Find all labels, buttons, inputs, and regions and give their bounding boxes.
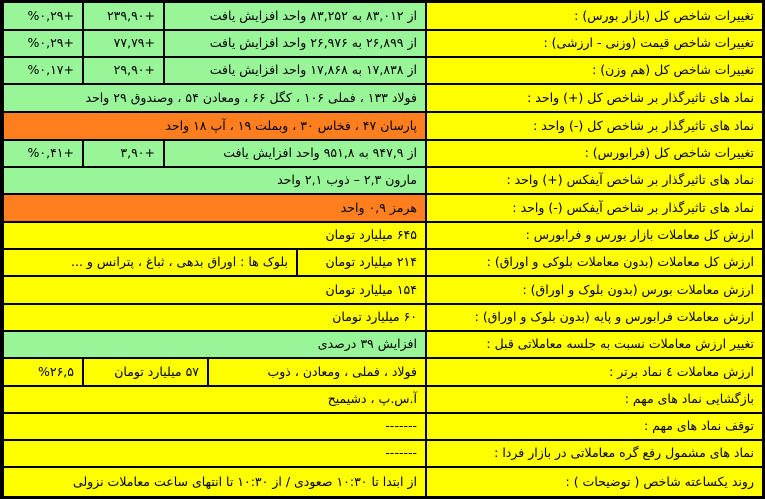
value-cell: +۳,۹۰ [83, 140, 164, 167]
value-cell: از ۸۳,۰۱۲ به ۸۳,۲۵۲ واحد افزایش یافت [164, 2, 426, 30]
row-label: تغییرات شاخص کل (فرابورس) : [426, 140, 763, 167]
row-label: ارزش کل معاملات (بدون معاملات بلوکی و اوراق) : [426, 249, 763, 276]
value-cell: +۷۷,۷۹ [83, 30, 164, 57]
value-cell: +۲۳۹,۹۰ [83, 2, 164, 30]
value-cell: فولاد ۱۳۳ ، فملی ۱۰۶ ، کگل ۶۶ ، ومعادن ۵۴ ، وصندوق ۲۹ واحد [3, 84, 426, 112]
row-label: نماد های تاثیرگذار بر شاخص آیفکس (-) واحد : [426, 194, 763, 222]
value-cell: از ابتدا تا ۱۰:۳۰ صعودی / از ۱۰:۳۰ تا انتهای ساعت معاملات نزولی [3, 467, 426, 497]
value-cell: ۱۵۴ میلیارد تومان [3, 276, 426, 304]
value-cell: +%۰,۲۹ [3, 30, 83, 57]
value-cell: هرمز ۰,۹ واحد [3, 194, 426, 222]
value-cell: +%۰,۴۱ [3, 140, 83, 167]
row-label: تغییر ارزش معاملات نسبت به جلسه معاملاتی قبل : [426, 331, 763, 358]
row-label: نماد های تاثیرگذار بر شاخص کل (-) واحد : [426, 112, 763, 140]
value-cell: +%۰,۲۹ [3, 2, 83, 30]
row-label: نماد های مشمول رفع گره معاملاتی در بازار فردا : [426, 440, 763, 467]
value-cell: از ۲۶,۸۹۹ به ۲۶,۹۷۶ واحد افزایش یافت [164, 30, 426, 57]
row-label: نماد های تاثیرگذار بر شاخص آیفکس (+) واحد : [426, 167, 763, 194]
value-cell: آ.س.پ ، دشیمیح [3, 386, 426, 413]
value-cell: بلوک ها : اوراق بدهی ، ثباغ ، پترانس و ... [3, 249, 297, 276]
value-cell: +%۰,۱۷ [3, 57, 83, 84]
value-cell: از ۱۷,۸۳۸ به ۱۷,۸۶۸ واحد افزایش یافت [164, 57, 426, 84]
value-cell: ۲۱۴ میلیارد تومان [297, 249, 426, 276]
value-cell: ۶۰ میلیارد تومان [3, 304, 426, 331]
row-label: تغییرات شاخص قیمت (وزنی - ارزشی) : [426, 30, 763, 57]
value-cell: پارسان ۴۷ ، فخاس ۳۰ ، وبملت ۱۹ ، آپ ۱۸ واحد [3, 112, 426, 140]
value-cell: ۶۴۵ میلیارد تومان [3, 222, 426, 249]
value-cell: %۲۶,۵ [3, 358, 83, 386]
row-label: توقف نماد های مهم : [426, 413, 763, 440]
row-label: ارزش معاملات فرابورس و پایه (بدون بلوک و اوراق) : [426, 304, 763, 331]
row-label: نماد های تاثیرگذار بر شاخص کل (+) واحد : [426, 84, 763, 112]
value-cell: از ۹۴۷,۹ به ۹۵۱,۸ واحد افزایش یافت [164, 140, 426, 167]
value-cell: فولاد ، فملی ، ومعادن ، ذوب [208, 358, 426, 386]
row-label: تغییرات شاخص کل (هم وزن) : [426, 57, 763, 84]
value-cell: ------- [3, 440, 426, 467]
row-label: تغییرات شاخص کل (بازار بورس) : [426, 2, 763, 30]
row-label: روند یکساعته شاخص ( توضیحات ) : [426, 467, 763, 497]
value-cell: مارون ۲,۳ – ذوب ۲,۱ واحد [3, 167, 426, 194]
value-cell: افزایش ۳۹ درصدی [3, 331, 426, 358]
row-label: ارزش کل معاملات بازار بورس و فرابورس : [426, 222, 763, 249]
value-cell: ۵۷ میلیارد تومان [83, 358, 208, 386]
row-label: بازگشایی نماد های مهم : [426, 386, 763, 413]
row-label: ارزش معاملات ٤ نماد برتر : [426, 358, 763, 386]
value-cell: +۲۹,۹۰ [83, 57, 164, 84]
row-label: ارزش معاملات بورس (بدون بلوک و اوراق) : [426, 276, 763, 304]
value-cell: ------- [3, 413, 426, 440]
